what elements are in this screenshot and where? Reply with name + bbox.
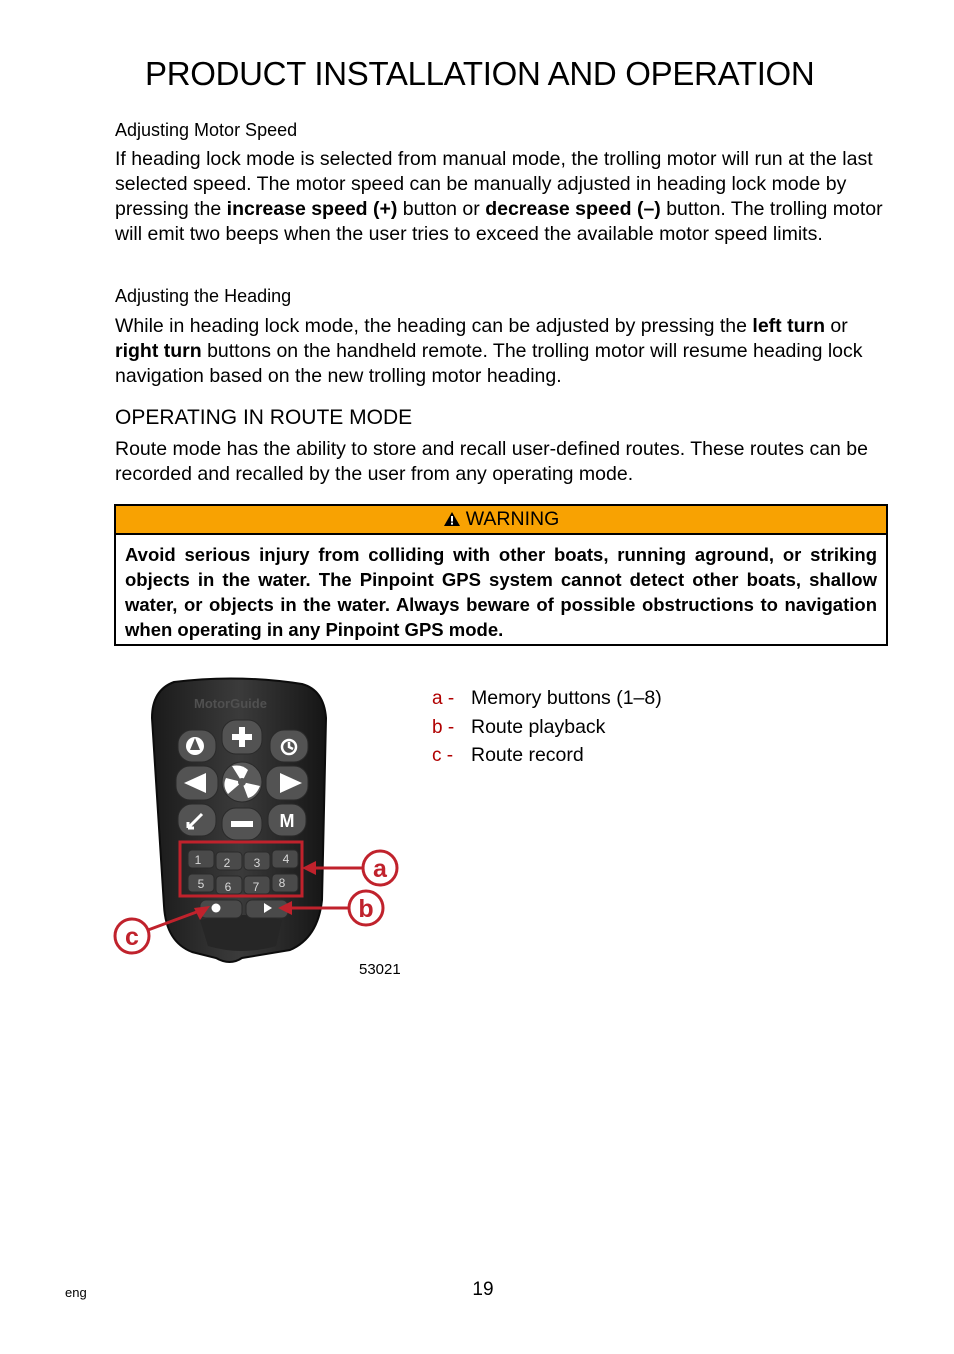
legend-key: c -	[432, 745, 454, 766]
heading-route-mode: OPERATING IN ROUTE MODE	[115, 406, 413, 429]
page-title: PRODUCT INSTALLATION AND OPERATION	[145, 55, 815, 92]
legend-text: Memory buttons (1–8)	[471, 687, 662, 709]
legend-key: b -	[432, 716, 455, 738]
bold-decrease-speed: decrease speed (–)	[485, 198, 661, 220]
warning-box	[114, 504, 888, 646]
heading-adjusting-the-heading: Adjusting the Heading	[115, 286, 292, 306]
remote-brand-text: MotorGuide	[194, 696, 267, 711]
remote-illustration	[112, 670, 412, 970]
minus-icon	[231, 821, 253, 827]
bold-increase-speed: increase speed (+)	[226, 198, 398, 220]
mode-m-label: M	[279, 811, 295, 831]
bold-right-turn: right turn	[115, 340, 202, 362]
legend-item	[432, 686, 662, 715]
callout-a: a	[373, 855, 387, 883]
callout-b: b	[358, 895, 374, 923]
footer-language: eng	[65, 1285, 87, 1300]
warning-text: Avoid serious injury from colliding with other boats, running aground, or striking objects in the water. The Pinpoint GPS system cannot detect other boats, shallow water, or objects in the water. Always beware of possible obstructions to navigation when operating in any Pinpoint GPS mode.	[125, 544, 877, 640]
warning-header	[116, 506, 886, 535]
legend-key: a -	[432, 688, 455, 709]
legend-item	[432, 715, 662, 744]
memory-button-8: 8	[278, 876, 286, 890]
remote-figure	[112, 670, 412, 970]
memory-button-3: 3	[253, 856, 261, 870]
callout-c: c	[125, 923, 139, 951]
figure-legend	[432, 686, 662, 772]
bold-left-turn: left turn	[752, 315, 825, 337]
paragraph-motor-speed: If heading lock mode is selected from manual mode, the trolling motor will run at the last selected speed. The motor speed can be manually adjusted in heading lock mode by pressing the increase speed (+) button or decrease speed (–) button. The trolling motor will emit two beeps when the user tries to exceed the available motor speed limits.	[115, 148, 883, 245]
autopilot-icon	[186, 737, 204, 755]
legend-text: Route playback	[471, 715, 606, 738]
memory-button-5: 5	[197, 877, 205, 891]
remote-grip	[200, 915, 282, 951]
memory-button-1: 1	[194, 853, 202, 867]
memory-button-4: 4	[282, 852, 290, 866]
legend-text: Route record	[471, 744, 584, 766]
memory-button-2: 2	[223, 856, 231, 870]
legend-item	[432, 743, 662, 772]
figure-number: 53021	[359, 961, 401, 978]
paragraph-route-mode: Route mode has the ability to store and recall user-defined routes. These routes can be recorded and recalled by the user from any operating mode.	[115, 438, 868, 485]
memory-button-7: 7	[252, 880, 260, 894]
heading-adjusting-motor-speed: Adjusting Motor Speed	[115, 120, 298, 140]
warning-triangle-icon	[443, 511, 461, 527]
record-icon	[212, 904, 221, 913]
warning-label: WARNING	[465, 508, 560, 530]
paragraph-heading: While in heading lock mode, the heading can be adjusted by pressing the left turn or right turn buttons on the handheld remote. The trolling motor will resume heading lock navigation based on the new trolling motor heading.	[115, 315, 863, 387]
memory-button-6: 6	[224, 880, 232, 894]
page-number: 19	[472, 1279, 494, 1300]
